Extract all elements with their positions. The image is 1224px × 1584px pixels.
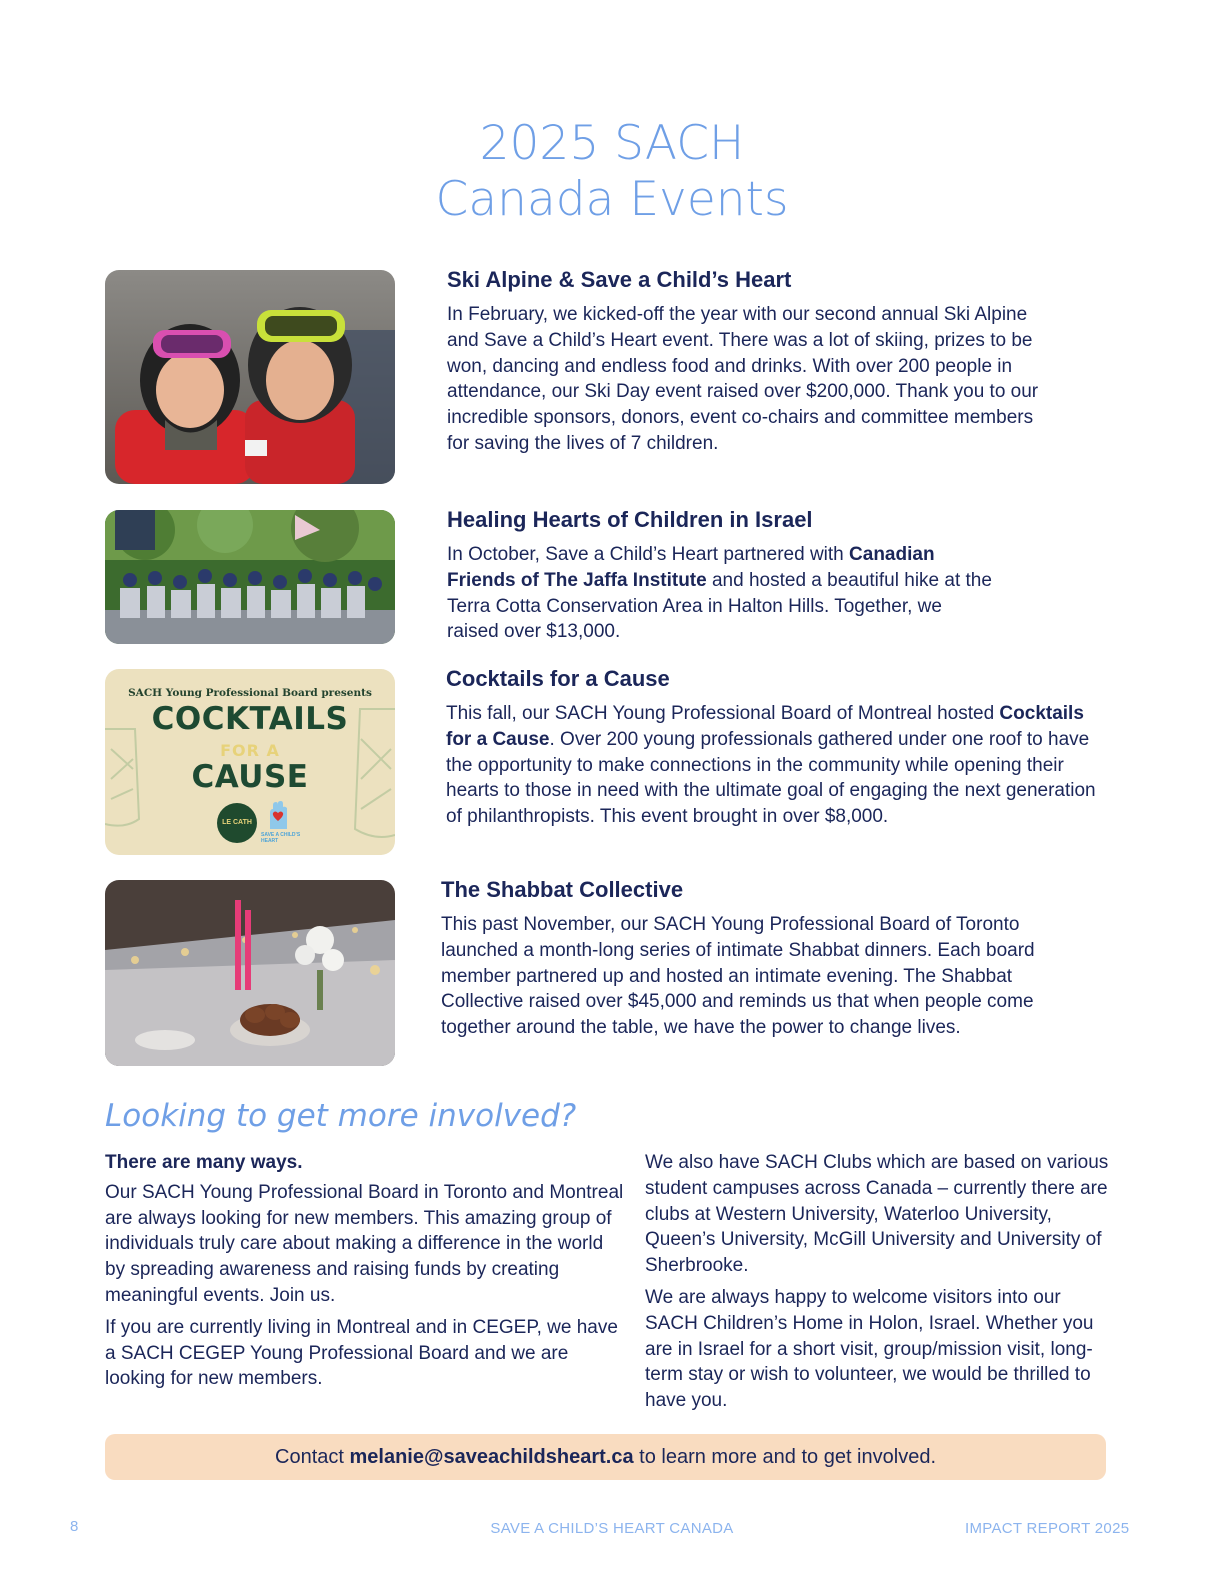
ski-children-illustration <box>105 270 395 484</box>
event-healing-hearts <box>447 506 1107 645</box>
event-shabbat-body: This past November, our SACH Young Professional Board of Toronto launched a month-long series of intimate Shabbat dinners. Each board member partnered up and hosted an intimate evening. The Shabbat Collective raised over $45,000 and reminds us that when people come together around the table, we have the power to change lives. <box>441 914 1035 1039</box>
poster-word-for-a: FOR A <box>220 741 280 760</box>
event-cocktails-title: Cocktails for a Cause <box>446 666 670 691</box>
page-title <box>0 116 1224 228</box>
involved-ypb-paragraph: Our SACH Young Professional Board in Toronto and Montreal are always looking for new members. This amazing group of individuals truly care about making a difference in the world by spreading awareness and raising funds by creating meaningful events. Join us. <box>105 1181 624 1306</box>
poster-presents: SACH Young Professional Board presents <box>128 687 372 699</box>
event-healing-hearts-body-post: and hosted a beautiful hike at the Terra Cotta Conservation Area in Halton Hills. Together, we raised over $13,000. <box>447 569 992 643</box>
involved-visit-paragraph: We are always happy to welcome visitors into our SACH Children’s Home in Holon, Israel. Whether you are in Israel for a short visit, group/mission visit, long-term stay or wish to volunteer, we would be thrilled to have you. <box>645 1286 1094 1412</box>
event-ski-alpine <box>447 266 1107 457</box>
event-cocktails-body <box>446 701 1101 830</box>
cocktails-poster <box>105 669 395 855</box>
footer-report-name: IMPACT REPORT 2025 <box>965 1520 1130 1537</box>
page-title-line-2: Canada Events <box>435 172 789 227</box>
involved-right-column <box>645 1150 1115 1420</box>
event-healing-hearts-body-pre: In October, Save a Child’s Heart partnered with <box>447 544 850 565</box>
hike-event-photo <box>105 510 395 644</box>
involved-cegep-paragraph: If you are currently living in Montreal and in CEGEP, we have a SACH CEGEP Young Professional Board and we are looking for new members. <box>105 1316 618 1390</box>
shabbat-table-illustration <box>105 880 395 1066</box>
involved-heading: Looking to get more involved? <box>105 1098 577 1134</box>
event-shabbat-title: The Shabbat Collective <box>441 877 684 902</box>
contact-pre: Contact <box>275 1446 350 1468</box>
event-healing-hearts-title: Healing Hearts of Children in Israel <box>447 507 813 532</box>
sach-logo-text: SAVE A CHILD’S HEART <box>261 832 301 844</box>
event-cocktails-name: Cocktails for a Cause <box>446 703 1084 750</box>
page-title-line-1: 2025 SACH <box>479 116 745 171</box>
involved-clubs-paragraph: We also have SACH Clubs which are based on various student campuses across Canada – currently there are clubs at Western University, Waterloo University, Queen’s University, McGill University and University of Sherbrooke. <box>645 1152 1109 1277</box>
event-shabbat <box>441 876 1101 1041</box>
cath-logo: LE CATH <box>217 803 257 843</box>
hike-group-illustration <box>105 510 395 644</box>
poster-word-cocktails: COCKTAILS <box>151 701 349 737</box>
footer-org-name: SAVE A CHILD’S HEART CANADA <box>490 1520 734 1537</box>
event-ski-alpine-title: Ski Alpine & Save a Child’s Heart <box>447 267 792 292</box>
event-healing-hearts-body <box>447 542 992 645</box>
event-cocktails-body-pre: This fall, our SACH Young Professional Board of Montreal hosted <box>446 703 1000 724</box>
sach-hand-heart-icon <box>265 801 291 831</box>
event-healing-hearts-partner: Canadian Friends of The Jaffa Institute <box>447 544 935 591</box>
involved-lead: There are many ways. <box>105 1152 303 1173</box>
event-ski-alpine-body: In February, we kicked-off the year with our second annual Ski Alpine and Save a Child’s Heart event. There was a lot of skiing, prizes to be won, dancing and endless food and drinks. With over 200 people in attendance, our Ski Day event raised over $200,000. Thank you to our incredible sponsors, donors, event co-chairs and committee members for saving the lives of 7 children. <box>447 304 1039 454</box>
event-cocktails-body-post: . Over 200 young professionals gathered under one roof to have the opportunity to make connections in the community while opening their hearts to those in need with the ultimate goal of engaging the next generation of philanthropists. This event brought in over $8,000. <box>446 728 1096 828</box>
involved-left-column <box>105 1150 625 1398</box>
footer-page-number: 8 <box>70 1518 79 1535</box>
poster-word-cause: CAUSE <box>191 759 309 795</box>
contact-email-link[interactable]: melanie@saveachildsheart.ca <box>349 1446 634 1468</box>
contact-banner <box>105 1434 1106 1480</box>
ski-event-photo <box>105 270 395 484</box>
shabbat-event-photo <box>105 880 395 1066</box>
contact-post: to learn more and to get involved. <box>633 1446 936 1468</box>
event-cocktails <box>446 665 1106 830</box>
